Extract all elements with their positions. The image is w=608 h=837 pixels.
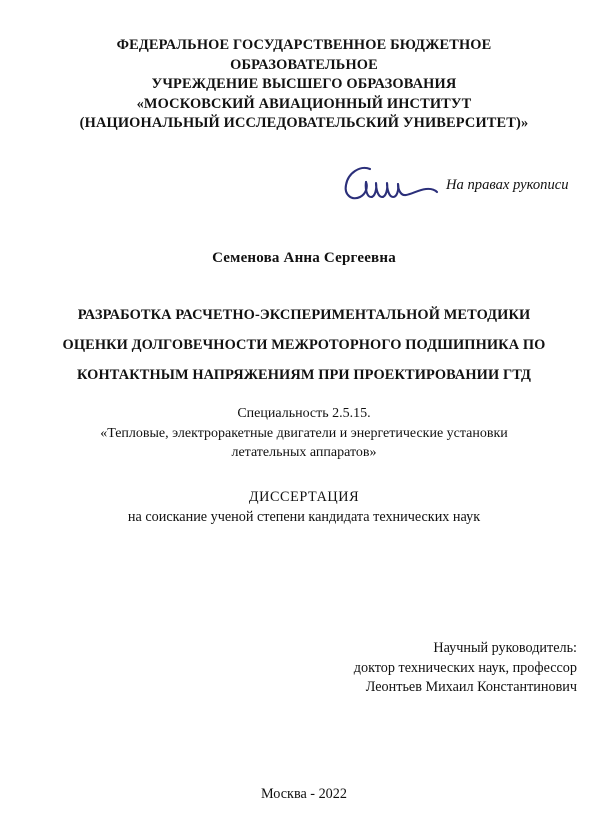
specialty-code: Специальность 2.5.15. xyxy=(237,406,371,421)
specialty-block xyxy=(34,404,574,463)
institution-line-3: УЧРЕЖДЕНИЕ ВЫСШЕГО ОБРАЗОВАНИЯ xyxy=(151,76,457,93)
manuscript-rights-note: На правах рукописи xyxy=(446,177,569,193)
supervisor-label: Научный руководитель: xyxy=(433,640,577,656)
specialty-name-line-1: «Тепловые, электроракетные двигатели и энергетические установки xyxy=(100,425,508,441)
handwritten-signature-icon xyxy=(340,163,444,209)
institution-header xyxy=(34,36,574,134)
statement-heading: ДИССЕРТАЦИЯ xyxy=(248,489,360,505)
supervisor-block xyxy=(200,639,577,698)
institution-line-4: «МОСКОВСКИЙ АВИАЦИОННЫЙ ИНСТИТУТ xyxy=(136,95,472,112)
title-line-2: ОЦЕНКИ ДОЛГОВЕЧНОСТИ МЕЖРОТОРНОГО ПОДШИПНИКА ПО xyxy=(62,337,546,353)
supervisor-name: Леонтьев Михаил Константинович xyxy=(365,679,577,695)
institution-line-5: (НАЦИОНАЛЬНЫЙ ИССЛЕДОВАТЕЛЬСКИЙ УНИВЕРСИТЕТ)» xyxy=(79,115,529,132)
dissertation-title xyxy=(24,300,584,390)
title-line-1: РАЗРАБОТКА РАСЧЕТНО-ЭКСПЕРИМЕНТАЛЬНОЙ МЕТОДИКИ xyxy=(77,307,531,323)
manuscript-rights-row xyxy=(0,163,608,213)
statement-subtitle: на соискание ученой степени кандидата технических наук xyxy=(127,509,481,525)
institution-line-1: ФЕДЕРАЛЬНОЕ ГОСУДАРСТВЕННОЕ БЮДЖЕТНОЕ xyxy=(116,37,492,53)
institution-line-2: ОБРАЗОВАТЕЛЬНОЕ xyxy=(230,56,378,73)
title-line-3: КОНТАКТНЫМ НАПРЯЖЕНИЯМ ПРИ ПРОЕКТИРОВАНИИ ГТД xyxy=(76,367,532,383)
specialty-name-line-2: летательных аппаратов» xyxy=(231,445,377,460)
author-name: Семенова Анна Сергеевна xyxy=(212,250,396,266)
place-and-year: Москва - 2022 xyxy=(261,786,347,802)
supervisor-degree: доктор технических наук, профессор xyxy=(353,659,577,676)
dissertation-statement xyxy=(34,487,574,527)
